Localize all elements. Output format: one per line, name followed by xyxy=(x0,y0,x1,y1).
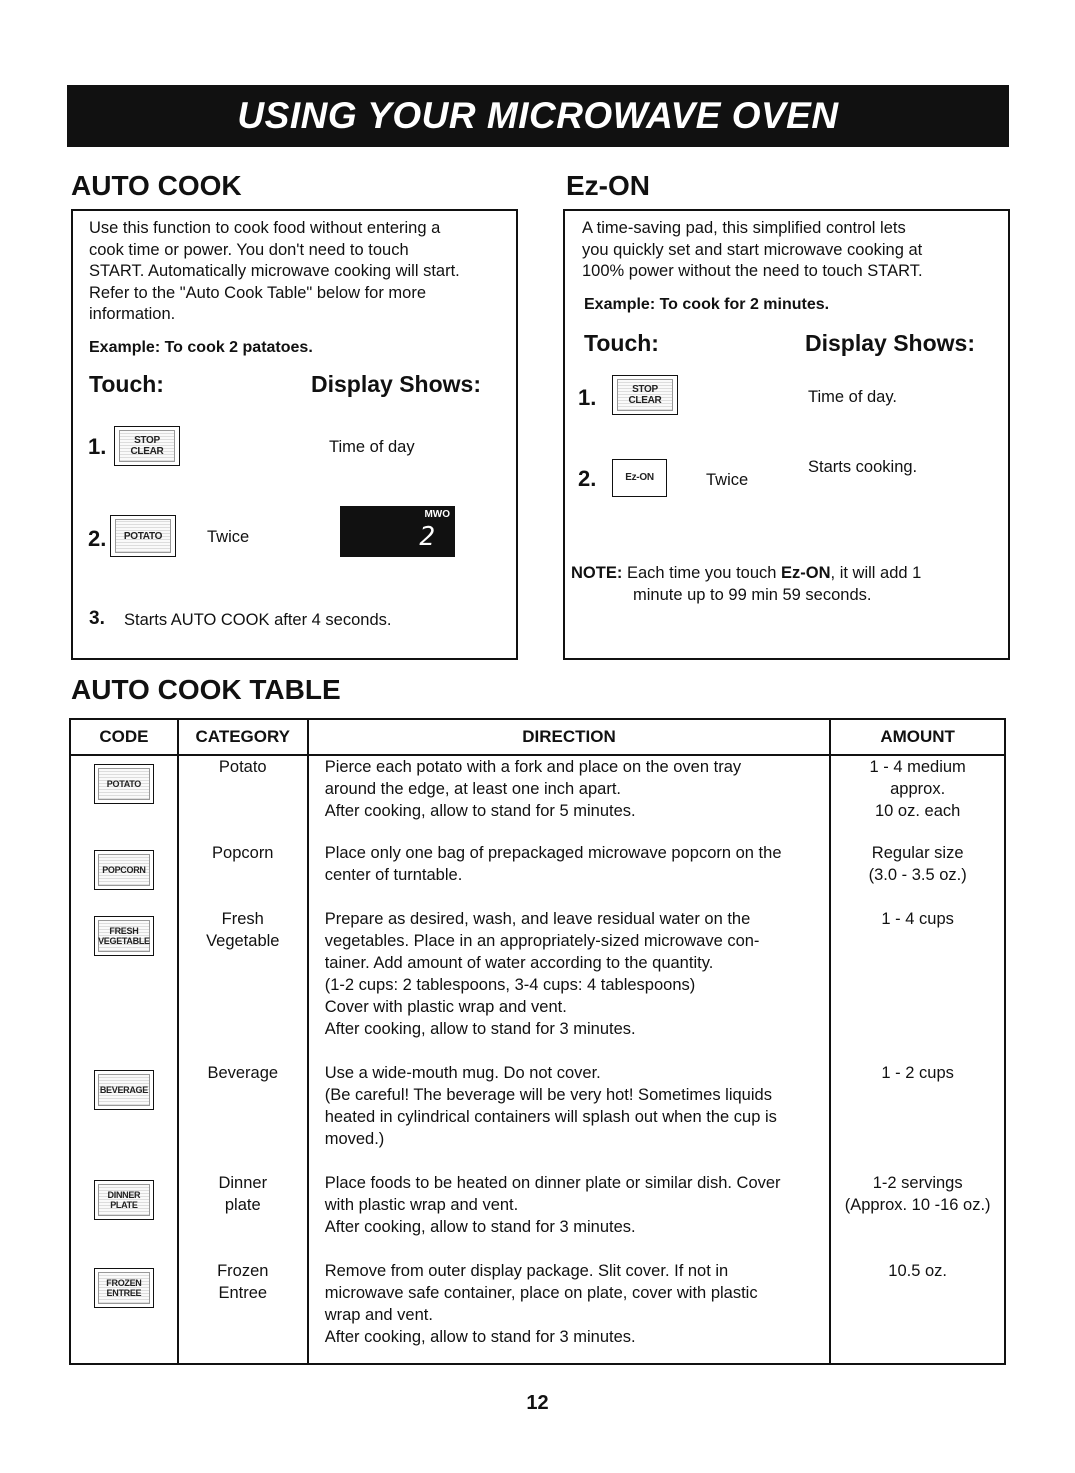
amount-line: 1-2 servings xyxy=(872,1174,963,1192)
pad-label: Ez-ON xyxy=(625,472,654,484)
category-text: Fresh xyxy=(221,910,264,928)
pad-label: STOP xyxy=(632,384,658,395)
category-text: Entree xyxy=(218,1284,268,1302)
direction-line: tainer. Add amount of water according to the quantity. xyxy=(324,954,714,972)
step-number: 3. xyxy=(89,608,105,629)
amount-line: 1 - 4 cups xyxy=(881,910,954,928)
step-number: 2. xyxy=(88,526,107,551)
auto-cook-heading: AUTO COOK xyxy=(71,170,242,201)
intro-line: A time-saving pad, this simplified control lets xyxy=(582,219,906,237)
table-row xyxy=(70,842,1005,908)
pad-label: PLATE xyxy=(110,1200,138,1210)
pad-label: CLEAR xyxy=(628,395,662,406)
intro-line: START. Automatically microwave cooking will start. xyxy=(89,262,460,280)
table-row xyxy=(70,1172,1005,1260)
display-column-label: Display Shows: xyxy=(805,330,975,356)
direction-line: (1-2 cups: 2 tablespoons, 3-4 cups: 4 tablespoons) xyxy=(324,976,696,994)
direction-line: with plastic wrap and vent. xyxy=(324,1196,519,1214)
pad-label: POTATO xyxy=(106,779,141,789)
amount-line: 1 - 4 medium xyxy=(869,758,966,776)
note-text: Each time you touch xyxy=(626,564,782,582)
ez-on-example: Example: To cook for 2 minutes. xyxy=(584,296,830,313)
auto-cook-intro xyxy=(89,218,460,326)
display-panel xyxy=(340,506,455,557)
direction-line: Prepare as desired, wash, and leave residual water on the xyxy=(324,910,751,928)
intro-line: Use this function to cook food without entering a xyxy=(89,219,441,237)
ez-on-intro xyxy=(582,218,923,283)
pad-label: DINNER xyxy=(107,1190,141,1200)
column-header: DIRECTION xyxy=(308,719,831,755)
mwo-indicator: MWO xyxy=(424,509,450,520)
stop-clear-pad[interactable] xyxy=(114,426,180,466)
direction-line: Remove from outer display package. Slit cover. If not in xyxy=(324,1262,729,1280)
potato-pad[interactable] xyxy=(110,515,176,557)
display-digit: 2 xyxy=(419,522,435,552)
direction-line: microwave safe container, place on plate, cover with plastic xyxy=(324,1284,758,1302)
amount-line: 10.5 oz. xyxy=(888,1262,948,1280)
direction-line: After cooking, allow to stand for 3 minutes. xyxy=(324,1218,636,1236)
page-number: 12 xyxy=(526,1392,549,1414)
category-text: Popcorn xyxy=(212,844,274,862)
fresh-vegetable-pad[interactable] xyxy=(94,916,154,956)
pad-label: STOP xyxy=(134,435,160,446)
page-banner xyxy=(67,85,1009,147)
intro-line: Refer to the "Auto Cook Table" below for more xyxy=(89,283,427,302)
category-text: Dinner xyxy=(218,1174,268,1192)
category-text: Vegetable xyxy=(206,932,280,950)
amount-line: (Approx. 10 -16 oz.) xyxy=(844,1196,991,1214)
auto-cook-table xyxy=(69,718,1006,1365)
step-text: Twice xyxy=(207,528,250,546)
note-label: NOTE: xyxy=(571,564,623,582)
display-text: Time of day xyxy=(329,438,415,456)
frozen-entree-pad[interactable] xyxy=(94,1268,154,1308)
potato-pad[interactable] xyxy=(94,764,154,804)
column-header: AMOUNT xyxy=(830,719,1005,755)
step-text: Starts AUTO COOK after 4 seconds. xyxy=(124,611,392,629)
direction-line: Place foods to be heated on dinner plate or similar dish. Cover xyxy=(324,1174,781,1192)
ez-on-pad[interactable] xyxy=(612,459,667,497)
pad-label: POPCORN xyxy=(102,865,146,875)
beverage-pad[interactable] xyxy=(94,1070,154,1110)
note-text: , it will add 1 xyxy=(830,564,922,582)
direction-line: moved.) xyxy=(324,1130,385,1148)
direction-line: After cooking, allow to stand for 5 minutes. xyxy=(324,802,636,820)
category-text: plate xyxy=(224,1196,261,1214)
step-text: Twice xyxy=(706,471,749,489)
pad-label: VEGETABLE xyxy=(98,936,150,946)
pad-label: CLEAR xyxy=(130,446,164,457)
touch-column-label: Touch: xyxy=(584,330,659,356)
display-column-label: Display Shows: xyxy=(311,371,481,397)
display-text: Starts cooking. xyxy=(808,458,918,476)
ez-on-note xyxy=(571,564,921,583)
ez-on-note-line2: minute up to 99 min 59 seconds. xyxy=(633,586,872,604)
pad-label: FROZEN xyxy=(106,1278,142,1288)
intro-line: 100% power without the need to touch START. xyxy=(582,262,923,280)
direction-line: Place only one bag of prepackaged microwave popcorn on the xyxy=(324,844,782,862)
direction-line: vegetables. Place in an appropriately-sized microwave con- xyxy=(324,932,760,950)
direction-line: Pierce each potato with a fork and place on the oven tray xyxy=(324,758,742,776)
intro-line: information. xyxy=(89,305,176,323)
pad-label: FRESH xyxy=(109,926,139,936)
direction-line: (Be careful! The beverage will be very hot! Sometimes liquids xyxy=(324,1086,772,1104)
amount-line: (3.0 - 3.5 oz.) xyxy=(868,866,967,884)
auto-cook-example: Example: To cook 2 patatoes. xyxy=(89,339,313,356)
direction-line: After cooking, allow to stand for 3 minutes. xyxy=(324,1020,636,1038)
direction-line: heated in cylindrical containers will splash out when the cup is xyxy=(324,1108,777,1126)
category-text: Beverage xyxy=(207,1064,279,1082)
display-text: Time of day. xyxy=(808,388,897,406)
amount-line: 10 oz. each xyxy=(875,802,961,820)
category-text: Frozen xyxy=(217,1262,269,1280)
step-number: 1. xyxy=(578,385,597,410)
ez-on-heading: Ez-ON xyxy=(566,170,650,201)
direction-line: wrap and vent. xyxy=(324,1306,433,1324)
table-row xyxy=(70,908,1005,1062)
pad-label: POTATO xyxy=(123,530,163,542)
table-header-row xyxy=(70,719,1005,755)
table-row xyxy=(70,755,1005,842)
banner-title: USING YOUR MICROWAVE OVEN xyxy=(237,95,839,136)
direction-line: After cooking, allow to stand for 3 minutes. xyxy=(324,1328,636,1346)
note-text-bold: Ez-ON xyxy=(781,564,831,582)
intro-line: cook time or power. You don't need to touch xyxy=(89,240,409,259)
column-header: CATEGORY xyxy=(178,719,308,755)
popcorn-pad[interactable] xyxy=(94,850,154,890)
step-number: 2. xyxy=(578,466,597,491)
stop-clear-pad[interactable] xyxy=(612,375,678,415)
direction-line: center of turntable. xyxy=(324,866,463,884)
pad-label: BEVERAGE xyxy=(99,1085,148,1095)
amount-line: Regular size xyxy=(871,844,964,862)
step-number: 1. xyxy=(88,434,107,459)
table-row xyxy=(70,1260,1005,1364)
category-text: Potato xyxy=(218,758,267,776)
amount-line: 1 - 2 cups xyxy=(881,1064,954,1082)
direction-line: around the edge, at least one inch apart. xyxy=(324,780,622,798)
dinner-plate-pad[interactable] xyxy=(94,1180,154,1220)
auto-cook-table-heading: AUTO COOK TABLE xyxy=(71,674,341,705)
direction-line: Use a wide-mouth mug. Do not cover. xyxy=(324,1064,601,1082)
intro-line: you quickly set and start microwave cooking at xyxy=(582,240,923,259)
touch-column-label: Touch: xyxy=(89,371,164,397)
pad-label: ENTREE xyxy=(106,1288,142,1298)
direction-line: Cover with plastic wrap and vent. xyxy=(324,998,567,1016)
table-row xyxy=(70,1062,1005,1172)
column-header: CODE xyxy=(70,719,178,755)
amount-line: approx. xyxy=(890,780,946,798)
